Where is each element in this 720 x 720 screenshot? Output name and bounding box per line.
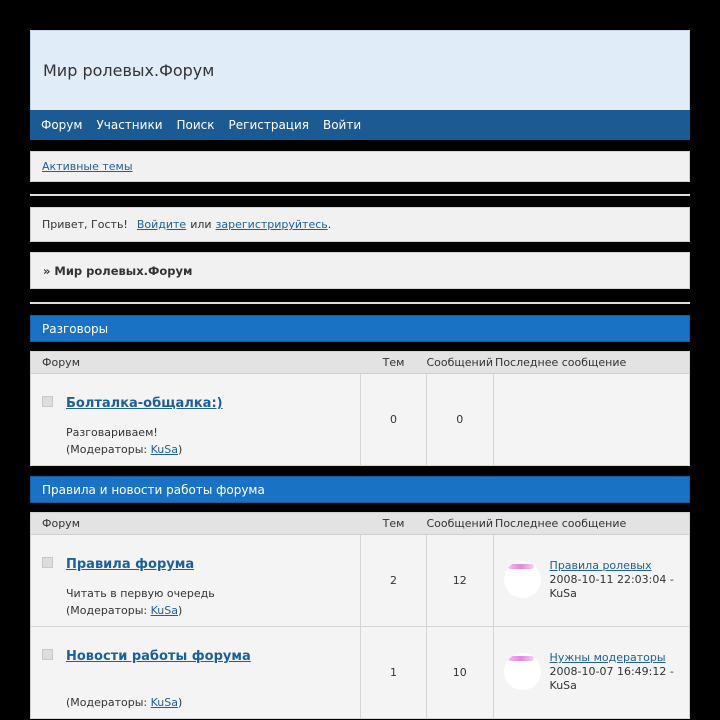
last-post-info [550, 559, 674, 601]
welcome-greeting: Привет, Гость! [42, 218, 128, 231]
forum-moderators [66, 604, 182, 617]
last-post-info [550, 651, 674, 693]
col-topics: Тем [361, 513, 427, 535]
posts-count: 0 [427, 374, 494, 466]
main-navigation [30, 110, 690, 140]
login-link[interactable]: Войдите [136, 218, 187, 231]
forum-description: Читать в первую очередь [66, 587, 215, 600]
forum-row [31, 535, 690, 627]
forum-table [30, 351, 690, 466]
col-forum: Форум [31, 352, 361, 374]
forum-title-link[interactable]: Новости работы форума [66, 649, 251, 664]
col-forum: Форум [31, 513, 361, 535]
mods-prefix: (Модераторы: [66, 443, 151, 456]
mods-prefix: (Модераторы: [66, 696, 151, 709]
welcome-box [30, 207, 690, 242]
topics-count: 0 [361, 374, 427, 466]
category-header [30, 315, 690, 342]
welcome-or: или [190, 218, 212, 231]
avatar-image [508, 656, 534, 661]
last-post-cell [493, 374, 689, 466]
site-header [30, 30, 690, 110]
active-topics-box [30, 151, 690, 182]
last-post-link[interactable]: Правила ролевых [549, 559, 652, 572]
mods-suffix: ) [178, 604, 183, 617]
last-post-date: 2008-10-07 16:49:12 - [549, 665, 674, 678]
forum-title-link[interactable]: Болталка-общалка:) [66, 396, 223, 411]
col-last-post: Последнее сообщение [493, 513, 689, 535]
forum-moderators [66, 696, 182, 709]
divider [30, 194, 690, 196]
site-title: Мир ролевых.Форум [43, 61, 215, 80]
last-post-date: 2008-10-11 22:03:04 - [549, 573, 674, 586]
col-posts: Сообщений [427, 352, 494, 374]
page-wrapper [30, 30, 690, 719]
forum-row [31, 627, 690, 719]
topics-count: 2 [361, 535, 427, 627]
breadcrumb [30, 252, 690, 289]
forum-moderators [66, 443, 182, 456]
forum-info-cell [31, 535, 361, 627]
user-avatar[interactable] [504, 653, 541, 690]
avatar-image [508, 564, 534, 569]
forum-title-link[interactable]: Правила форума [66, 557, 195, 572]
posts-count: 12 [427, 535, 494, 627]
mods-suffix: ) [178, 696, 183, 709]
table-header-row [31, 513, 690, 535]
nav-register[interactable]: Регистрация [228, 118, 309, 132]
forum-info-cell [31, 374, 361, 466]
table-header-row [31, 352, 690, 374]
col-last-post: Последнее сообщение [493, 352, 689, 374]
forum-status-icon [42, 396, 53, 407]
nav-members[interactable]: Участники [96, 118, 163, 132]
moderator-link[interactable]: KuSa [150, 696, 178, 709]
last-post-link[interactable]: Нужны модераторы [549, 651, 666, 664]
forum-info-cell [31, 627, 361, 719]
mods-prefix: (Модераторы: [66, 604, 151, 617]
forum-status-icon [42, 557, 53, 568]
active-topics-link[interactable]: Активные темы [42, 160, 133, 173]
mods-suffix: ) [178, 443, 183, 456]
category-header [30, 476, 690, 503]
moderator-link[interactable]: KuSa [150, 443, 178, 456]
category-title: Разговоры [42, 321, 109, 336]
last-post-author: KuSa [549, 587, 577, 600]
nav-search[interactable]: Поиск [176, 118, 215, 132]
posts-count: 10 [427, 627, 494, 719]
category-title: Правила и новости работы форума [42, 482, 265, 497]
moderator-link[interactable]: KuSa [150, 604, 178, 617]
welcome-period: . [327, 218, 332, 231]
last-post-cell [493, 535, 689, 627]
forum-table [30, 512, 690, 719]
col-posts: Сообщений [427, 513, 494, 535]
nav-login[interactable]: Войти [322, 118, 362, 132]
forum-row [31, 374, 690, 466]
forum-description: Разговариваем! [66, 426, 158, 439]
register-link[interactable]: зарегистрируйтесь [215, 218, 328, 231]
breadcrumb-text: » Мир ролевых.Форум [43, 263, 193, 278]
user-avatar[interactable] [504, 561, 541, 598]
nav-forum[interactable]: Форум [41, 118, 83, 132]
col-topics: Тем [361, 352, 427, 374]
divider [30, 302, 690, 304]
last-post-cell [493, 627, 689, 719]
topics-count: 1 [361, 627, 427, 719]
last-post-author: KuSa [549, 679, 577, 692]
forum-status-icon [42, 649, 53, 660]
